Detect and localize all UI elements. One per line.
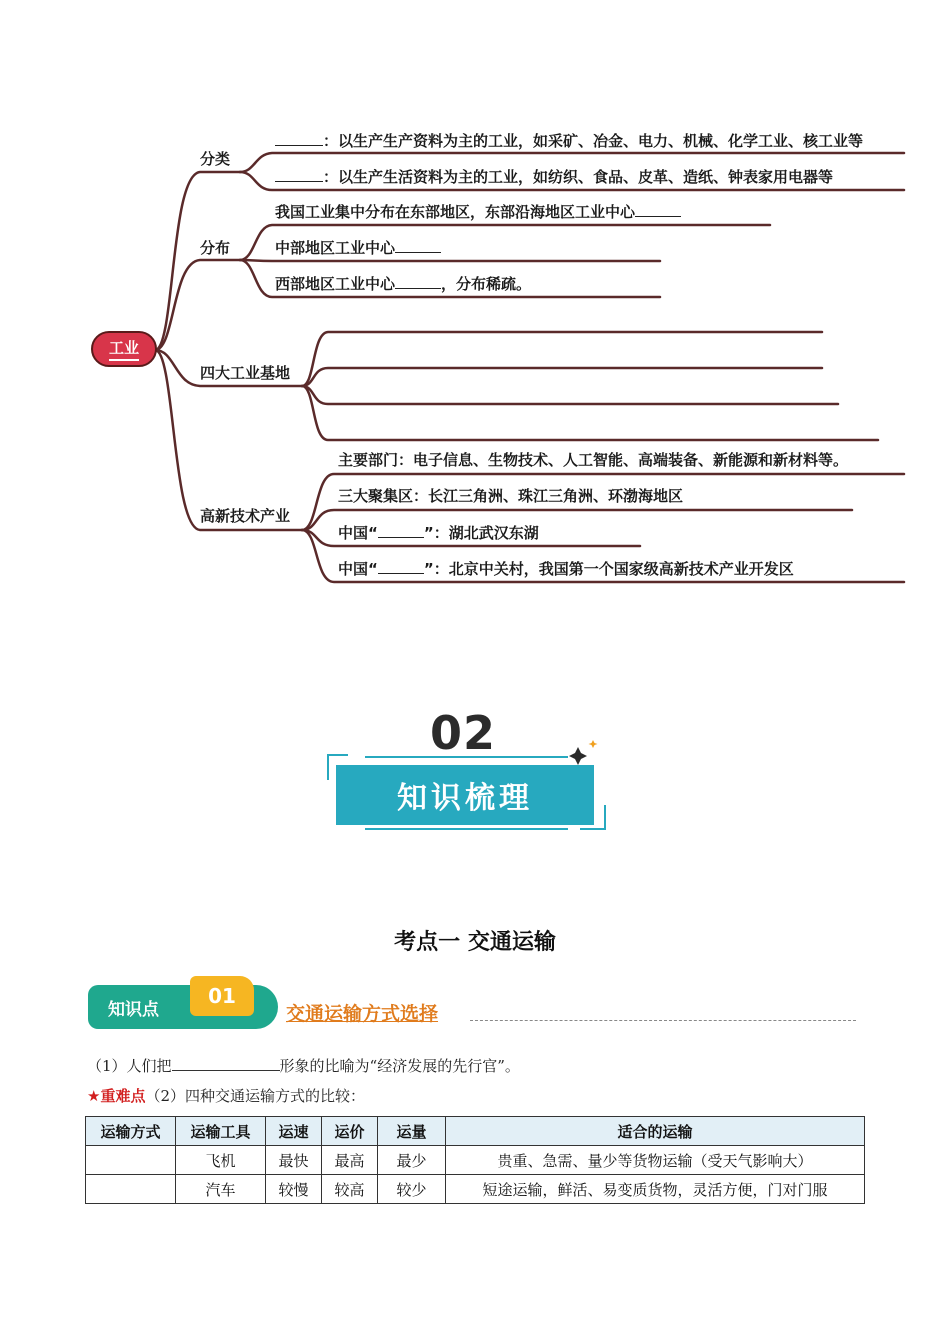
blank-fill bbox=[378, 523, 424, 538]
knowledge-tag-number: 01 bbox=[190, 976, 254, 1016]
table-cell: 贵重、急需、量少等货物运输（受天气影响大） bbox=[446, 1146, 865, 1175]
table-row bbox=[86, 1146, 865, 1175]
table-header-cell: 运速 bbox=[266, 1117, 322, 1146]
knowledge-tag-label: 知识点 bbox=[108, 1000, 159, 1020]
classify-light-industry: ：以生产生活资料为主的工业，如纺织、食品、皮革、造纸、钟表家用电器等 bbox=[275, 167, 833, 186]
branch-distribution: 分布 bbox=[200, 239, 231, 257]
exam-point-title: 考点一 交通运输 bbox=[394, 930, 556, 955]
transport-comparison-table bbox=[85, 1116, 865, 1204]
table-header-cell: 运价 bbox=[322, 1117, 378, 1146]
section-number: 02 bbox=[429, 706, 496, 760]
table-cell: 较高 bbox=[322, 1175, 378, 1204]
table-header-row bbox=[86, 1117, 865, 1146]
table-row bbox=[86, 1175, 865, 1204]
branch-industrial-bases: 四大工业基地 bbox=[200, 364, 291, 382]
branch-hightech: 高新技术产业 bbox=[200, 507, 291, 525]
branch-classify: 分类 bbox=[200, 150, 231, 168]
table-cell: 最少 bbox=[378, 1146, 446, 1175]
mindmap-root-node bbox=[91, 331, 157, 367]
blank-fill bbox=[395, 274, 441, 289]
blank-fill bbox=[378, 559, 424, 574]
table-cell: 最快 bbox=[266, 1146, 322, 1175]
distribution-west: 西部地区工业中心 ，分布稀疏。 bbox=[275, 275, 532, 293]
blank-fill bbox=[172, 1056, 280, 1071]
table-cell: 较慢 bbox=[266, 1175, 322, 1204]
table-cell bbox=[86, 1175, 176, 1204]
table-cell: 汽车 bbox=[176, 1175, 266, 1204]
blank-fill bbox=[275, 131, 323, 146]
blank-fill bbox=[635, 202, 681, 217]
table-header-cell: 运量 bbox=[378, 1117, 446, 1146]
blank-fill bbox=[275, 167, 323, 182]
table-header-cell: 适合的运输 bbox=[446, 1117, 865, 1146]
table-cell: 最高 bbox=[322, 1146, 378, 1175]
table-header-cell: 运输工具 bbox=[176, 1117, 266, 1146]
hightech-optics-valley: 中国“ ”：湖北武汉东湖 bbox=[338, 524, 539, 542]
section-title: 知识梳理 bbox=[397, 781, 533, 816]
paragraph-1: （1）人们把 形象的比喻为“经济发展的先行官”。 bbox=[87, 1057, 520, 1075]
table-cell: 短途运输，鲜活、易变质货物，灵活方便，门对门服 bbox=[446, 1175, 865, 1204]
knowledge-tag-divider bbox=[470, 1020, 856, 1021]
key-point-star-label: ★重难点 bbox=[87, 1087, 146, 1105]
mindmap-root-label: 工业 bbox=[109, 337, 139, 361]
paragraph-2: ★重难点（2）四种交通运输方式的比较： bbox=[87, 1087, 365, 1105]
blank-fill bbox=[395, 238, 441, 253]
table-cell: 较少 bbox=[378, 1175, 446, 1204]
knowledge-tag-title: 交通运输方式选择 bbox=[286, 1003, 439, 1025]
table-header-cell: 运输方式 bbox=[86, 1117, 176, 1146]
hightech-sectors: 主要部门：电子信息、生物技术、人工智能、高端装备、新能源和新材料等。 bbox=[338, 451, 849, 469]
table-cell: 飞机 bbox=[176, 1146, 266, 1175]
hightech-silicon-valley: 中国“ ”：北京中关村，我国第一个国家级高新技术产业开发区 bbox=[338, 560, 794, 578]
distribution-east: 我国工业集中分布在东部地区，东部沿海地区工业中心 bbox=[275, 202, 681, 221]
table-cell bbox=[86, 1146, 176, 1175]
classify-heavy-industry: ：以生产生产资料为主的工业，如采矿、冶金、电力、机械、化学工业、核工业等 bbox=[275, 131, 863, 150]
distribution-central: 中部地区工业中心 bbox=[275, 238, 441, 257]
hightech-clusters: 三大聚集区：长江三角洲、珠江三角洲、环渤海地区 bbox=[338, 487, 684, 505]
